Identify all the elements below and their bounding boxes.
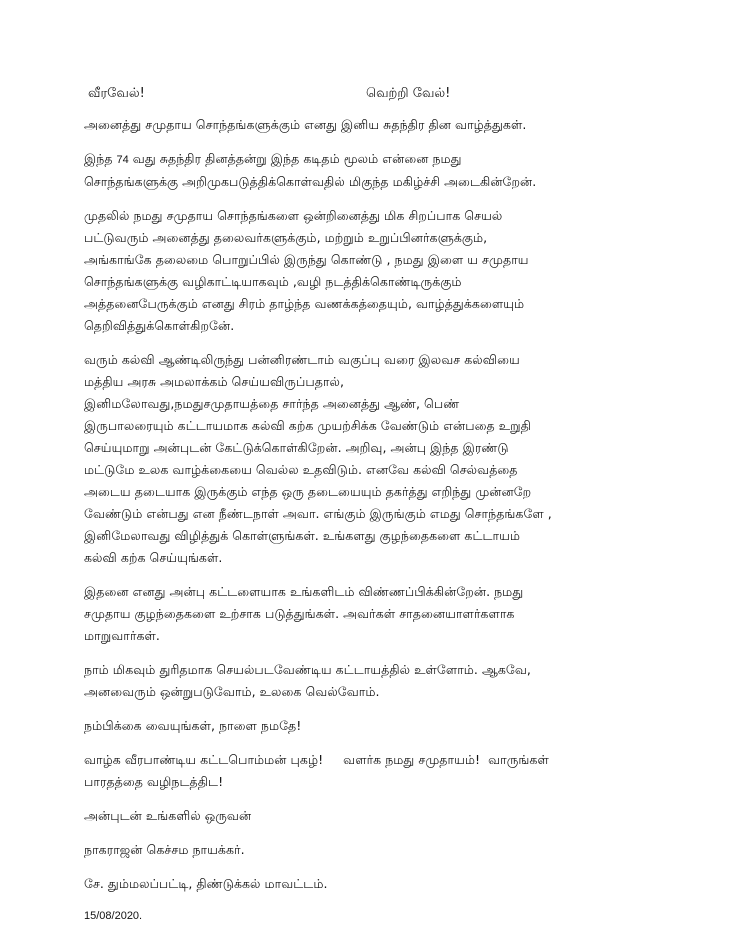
paragraph-line: இருபாலரையும் கட்டாயமாக கல்வி கற்க முயற்சிக்க வேண்டும் என்பதை உறுதி	[84, 418, 531, 433]
paragraph-education	[84, 349, 684, 569]
paragraph-line: இனிமேலாவது விழித்துக் கொள்ளுங்கள். உங்களது குழந்தைகளை கட்டாயம்	[84, 528, 521, 543]
paragraph-line: அடைய தடையாக இருக்கும் எந்த ஒரு தடையையும் தகர்த்து எறிந்து முன்னறே	[84, 484, 532, 499]
letter-body	[84, 114, 684, 937]
paragraph-line: பட்டுவரும் அனைத்து தலைவர்களுக்கும், மற்றும் உறுப்பினர்களுக்கும்,	[84, 230, 488, 245]
paragraph-line: அங்காங்கே தலைமை பொறுப்பில் இருந்து கொண்டு , நமது இளை ய சமுதாய	[84, 252, 529, 267]
paragraph-line: கல்வி கற்க செய்யுங்கள்.	[84, 550, 223, 565]
intro-paragraph	[84, 148, 684, 193]
sender-name: நாகராஜன் கெச்சம நாயக்கர்.	[84, 842, 245, 857]
paragraph-unity	[84, 659, 684, 703]
intro-text-after: வது சுதந்திர தினத்தன்று இந்த கடிதம் மூலம் என்னை நமது	[128, 151, 462, 166]
intro-line-1	[84, 148, 684, 171]
header-left-slogan: வீரவேல்!	[88, 86, 145, 101]
paragraph-line: நாம் மிகவும் துரிதமாக செயல்படவேண்டிய கட்டாயத்தில் உள்ளோம். ஆகவே,	[84, 662, 531, 677]
paragraph-slogans	[84, 749, 684, 793]
paragraph-hope: நம்பிக்கை வையுங்கள், நாளை நமதே!	[84, 718, 302, 733]
letter-date: 15/08/2020.	[84, 910, 143, 922]
paragraph-line: அத்தனைபேருக்கும் எனது சிரம் தாழ்ந்த வணக்கத்தையும், வாழ்த்துக்களையும்	[84, 296, 525, 311]
paragraph-line: மத்திய அரசு அமலாக்கம் செய்யவிருப்பதால்,	[84, 374, 344, 389]
paragraph-line: தெறிவித்துக்கொள்கிறனே்.	[84, 318, 235, 333]
paragraph-line: முதலில் நமது சமுதாய சொந்தங்களை ஒன்றினைத்து மிக சிறப்பாக செயல்	[84, 208, 503, 223]
paragraph-line: சமுதாய குழந்தைகளை உற்சாக படுத்துங்கள். அவர்கள் சாதனையாளர்களாக	[84, 606, 515, 621]
paragraph-request	[84, 581, 684, 647]
header-right-slogan: வெற்றி வேல்!	[366, 86, 451, 101]
letter-header	[88, 86, 648, 108]
paragraph-line: சொந்தங்களுக்கு வழிகாட்டியாகவும் ,வழி நடத்திக்கொண்டிருக்கும்	[84, 274, 462, 289]
paragraph-line: மாறுவார்கள்.	[84, 628, 160, 643]
closing-signoff: அன்புடன் உங்களில் ஒருவன்	[84, 808, 252, 823]
paragraph-line: வாழ்க வீரபாண்டிய கட்டபொம்மன் புகழ்! வளர்க நமது சமுதாயம்! வாருங்கள்	[84, 752, 549, 767]
greeting-line: அனைத்து சமுதாய சொந்தங்களுக்கும் எனது இனிய சுதந்திர தின வாழ்த்துகள்.	[84, 117, 527, 132]
paragraph-thanks	[84, 205, 684, 337]
intro-line-2: சொந்தங்களுக்கு அறிமுகபடுத்திக்கொள்வதில் மிகுந்த மகிழ்ச்சி அடைகின்றேன்.	[84, 174, 537, 189]
paragraph-line: வரும் கல்வி ஆண்டிலிருந்து பன்னிரண்டாம் வகுப்பு வரை இலவச கல்வியை	[84, 352, 520, 367]
paragraph-line: மட்டுமே உலக வாழ்க்கையை வெல்ல உதவிடும். எனவே கல்வி செல்வத்தை	[84, 462, 518, 477]
paragraph-line: பாரதத்தை வழிநடத்திட!	[84, 774, 224, 789]
sender-address: சே. தும்மலப்பட்டி, திண்டுக்கல் மாவட்டம்.	[84, 876, 328, 891]
paragraph-line: செய்யுமாறு அன்புடன் கேட்டுக்கொள்கிறேன். அறிவு, அன்பு இந்த இரண்டு	[84, 440, 509, 455]
paragraph-line: அனவைரும் ஒன்றுபடுவோம், உலகை வெல்வோம்.	[84, 684, 380, 699]
paragraph-line: இதனை எனது அன்பு கட்டளையாக உங்களிடம் விண்ணப்பிக்கின்றேன். நமது	[84, 584, 524, 599]
paragraph-line: வேண்டும் என்பது என நீண்டநாள் அவா. எங்கும் இருங்கும் எமது சொந்தங்களே ,	[84, 506, 552, 521]
intro-text-before: இந்த	[84, 151, 117, 166]
paragraph-line: இனிமலோவது,நமதுசமுதாயத்தை சார்ந்த அனைத்து ஆண், பெண்	[84, 396, 460, 411]
independence-day-number: 74	[116, 154, 129, 166]
